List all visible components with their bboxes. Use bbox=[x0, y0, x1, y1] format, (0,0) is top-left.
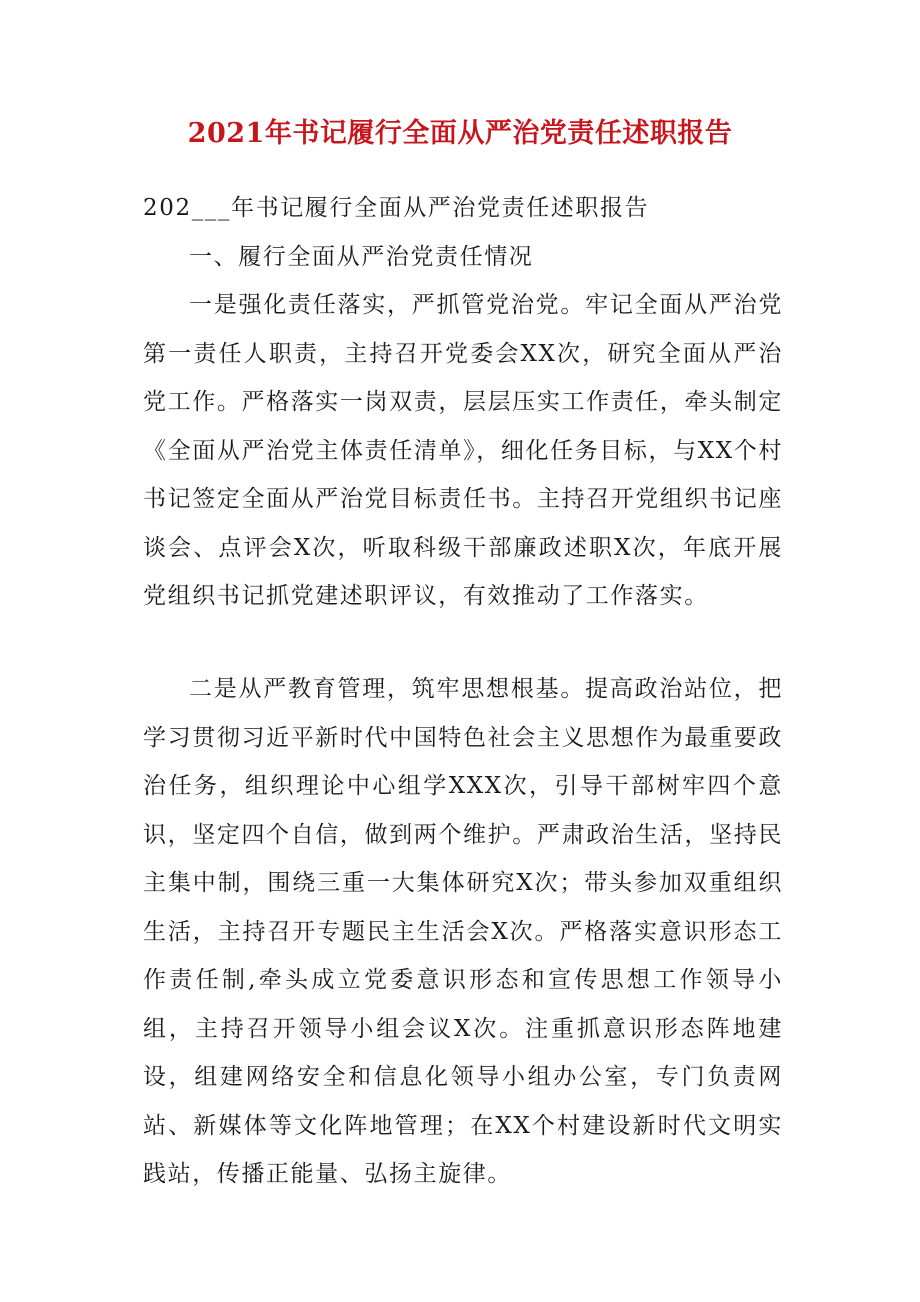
paragraph-1: 一是强化责任落实，严抓管党治党。牢记全面从严治党第一责任人职责，主持召开党委会XX次，研究全面从严治党工作。严格落实一岗双责，层层压实工作责任，牵头制定《全面从严治党主体责任清单》，细化任务目标，与XX个村书记签定全面从严治党目标责任书。主持召开党组织书记座谈会、点评会X次，听取科级干部廉政述职X次，年底开展党组织书记抓党建述职评议，有效推动了工作落实。 bbox=[143, 292, 783, 609]
document-subtitle: 202___年书记履行全面从严治党责任述职报告 bbox=[143, 195, 650, 221]
paragraph-2: 二是从严教育管理，筑牢思想根基。提高政治站位，把学习贯彻习近平新时代中国特色社会主义思想作为最重要政治任务，组织理论中心组学XXX次，引导干部树牢四个意识，坚定四个自信，做到两个维护。严肃政治生活，坚持民主集中制，围绕三重一大集体研究X次；带头参加双重组织生活，主持召开专题民主生活会X次。严格落实意识形态工作责任制,牵头成立党委意识形态和宣传思想工作领导小组，主持召开领导小组会议X次。注重抓意识形态阵地建设，组建网络安全和信息化领导小组办公室，专门负责网站、新媒体等文化阵地管理；在XX个村建设新时代文明实践站，传播正能量、弘扬主旋律。 bbox=[143, 676, 783, 1187]
section-heading: 一、履行全面从严治党责任情况 bbox=[189, 244, 534, 270]
document-title: 2021年书记履行全面从严治党责任述职报告 bbox=[187, 118, 733, 149]
